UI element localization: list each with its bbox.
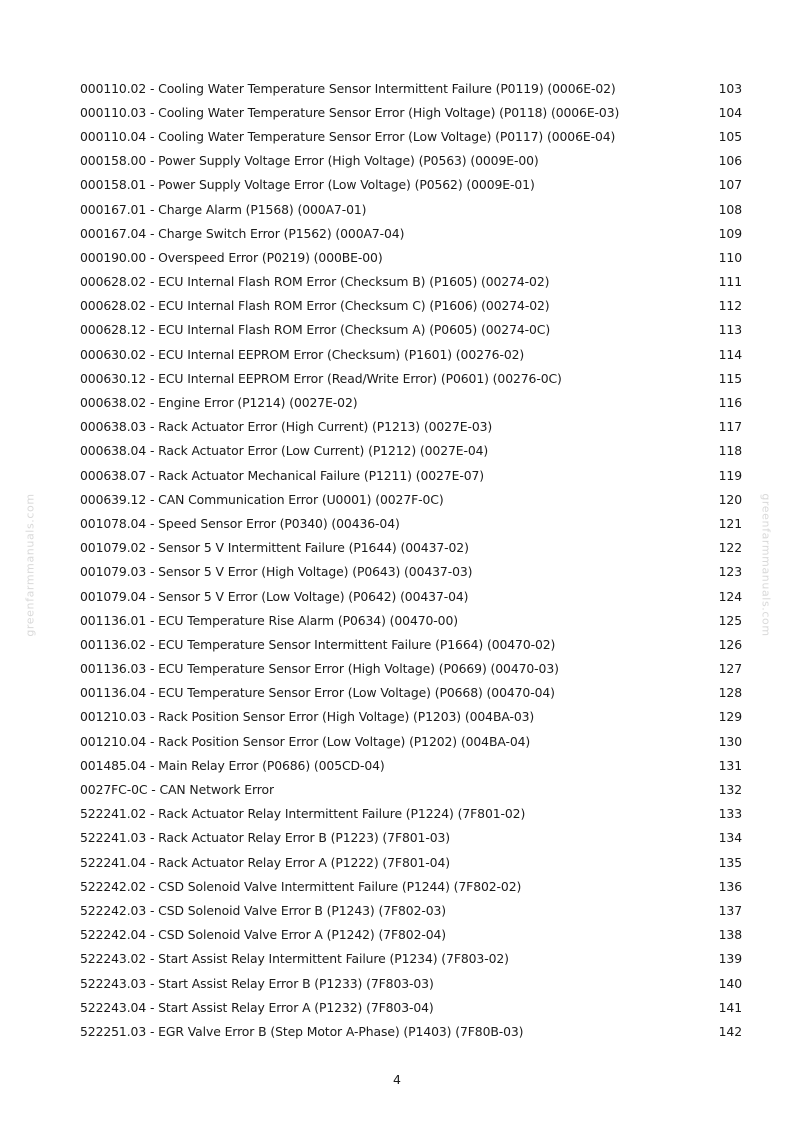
toc-entry[interactable]: [80, 366, 742, 390]
toc-entry-title: 000190.00 - Overspeed Error (P0219) (000BE-00): [80, 249, 383, 265]
toc-entry-title: 000110.04 - Cooling Water Temperature Sensor Error (Low Voltage) (P0117) (0006E-04): [80, 128, 616, 144]
toc-entry-title: 000628.12 - ECU Internal Flash ROM Error (Checksum A) (P0605) (00274-0C): [80, 322, 551, 338]
toc-entry[interactable]: [80, 100, 742, 124]
toc-entry-page-number: 115: [718, 370, 742, 386]
toc-entry-page-number: 123: [718, 564, 742, 580]
table-of-contents: [80, 76, 742, 1044]
toc-entry-page-number: 117: [718, 419, 742, 435]
toc-entry[interactable]: [80, 342, 742, 366]
toc-entry-title: 000158.01 - Power Supply Voltage Error (Low Voltage) (P0562) (0009E-01): [80, 177, 535, 193]
toc-entry-page-number: 121: [718, 515, 742, 531]
toc-entry-title: 000630.12 - ECU Internal EEPROM Error (Read/Write Error) (P0601) (00276-0C): [80, 370, 562, 386]
toc-entry-title: 000638.04 - Rack Actuator Error (Low Current) (P1212) (0027E-04): [80, 443, 489, 459]
toc-entry-page-number: 116: [718, 395, 742, 411]
toc-entry[interactable]: [80, 439, 742, 463]
toc-entry-page-number: 111: [718, 274, 742, 290]
toc-entry-page-number: 105: [718, 128, 742, 144]
toc-entry-page-number: 113: [718, 322, 742, 338]
toc-entry-page-number: 124: [718, 588, 742, 604]
toc-entry-title: 0027FC-0C - CAN Network Error: [80, 782, 274, 798]
toc-entry-title: 000167.04 - Charge Switch Error (P1562) (000A7-04): [80, 225, 405, 241]
toc-entry-page-number: 104: [718, 104, 742, 120]
toc-entry[interactable]: [80, 511, 742, 535]
toc-entry-page-number: 109: [718, 225, 742, 241]
toc-entry[interactable]: [80, 923, 742, 947]
toc-entry-page-number: 131: [718, 757, 742, 773]
toc-entry-page-number: 140: [718, 975, 742, 991]
toc-entry-title: 001078.04 - Speed Sensor Error (P0340) (00436-04): [80, 515, 400, 531]
toc-entry-title: 522242.02 - CSD Solenoid Valve Intermittent Failure (P1244) (7F802-02): [80, 878, 522, 894]
toc-entry[interactable]: [80, 463, 742, 487]
toc-entry-title: 000638.07 - Rack Actuator Mechanical Failure (P1211) (0027E-07): [80, 467, 484, 483]
toc-entry[interactable]: [80, 898, 742, 922]
toc-entry-title: 000628.02 - ECU Internal Flash ROM Error (Checksum B) (P1605) (00274-02): [80, 274, 550, 290]
toc-entry[interactable]: [80, 971, 742, 995]
toc-entry-title: 000167.01 - Charge Alarm (P1568) (000A7-01): [80, 201, 367, 217]
toc-entry-page-number: 136: [718, 878, 742, 894]
toc-entry-title: 000630.02 - ECU Internal EEPROM Error (Checksum) (P1601) (00276-02): [80, 346, 525, 362]
toc-entry[interactable]: [80, 777, 742, 801]
toc-entry[interactable]: [80, 173, 742, 197]
toc-entry-page-number: 133: [718, 806, 742, 822]
toc-entry-page-number: 112: [718, 298, 742, 314]
toc-entry-title: 522242.04 - CSD Solenoid Valve Error A (P1242) (7F802-04): [80, 927, 447, 943]
toc-entry-page-number: 119: [718, 467, 742, 483]
toc-entry-page-number: 107: [718, 177, 742, 193]
toc-entry-page-number: 129: [718, 709, 742, 725]
toc-entry[interactable]: [80, 947, 742, 971]
watermark-left: greenfarmmanuals.com: [23, 493, 37, 637]
toc-entry[interactable]: [80, 753, 742, 777]
toc-entry-title: 522241.03 - Rack Actuator Relay Error B (P1223) (7F801-03): [80, 830, 450, 846]
toc-entry-page-number: 141: [718, 999, 742, 1015]
toc-entry[interactable]: [80, 197, 742, 221]
toc-entry[interactable]: [80, 390, 742, 414]
toc-entry-title: 522243.04 - Start Assist Relay Error A (P1232) (7F803-04): [80, 999, 434, 1015]
toc-entry[interactable]: [80, 608, 742, 632]
toc-entry-title: 000638.03 - Rack Actuator Error (High Current) (P1213) (0027E-03): [80, 419, 493, 435]
toc-entry-title: 000110.02 - Cooling Water Temperature Sensor Intermittent Failure (P0119) (0006E-02): [80, 80, 616, 96]
page-number: 4: [393, 1072, 401, 1087]
toc-entry-title: 001079.02 - Sensor 5 V Intermittent Failure (P1644) (00437-02): [80, 540, 469, 556]
watermark-right: greenfarmmanuals.com: [759, 493, 773, 637]
toc-entry[interactable]: [80, 318, 742, 342]
toc-entry-page-number: 134: [718, 830, 742, 846]
toc-entry-page-number: 132: [718, 782, 742, 798]
toc-entry[interactable]: [80, 76, 742, 100]
toc-entry-title: 001136.01 - ECU Temperature Rise Alarm (P0634) (00470-00): [80, 612, 458, 628]
toc-entry-page-number: 138: [718, 927, 742, 943]
toc-entry-page-number: 139: [718, 951, 742, 967]
toc-entry-page-number: 108: [718, 201, 742, 217]
toc-entry-title: 522243.03 - Start Assist Relay Error B (P1233) (7F803-03): [80, 975, 434, 991]
toc-entry[interactable]: [80, 705, 742, 729]
toc-entry[interactable]: [80, 149, 742, 173]
toc-entry[interactable]: [80, 874, 742, 898]
toc-entry-page-number: 106: [718, 153, 742, 169]
toc-entry[interactable]: [80, 995, 742, 1019]
toc-entry[interactable]: [80, 221, 742, 245]
toc-entry-title: 001210.04 - Rack Position Sensor Error (Low Voltage) (P1202) (004BA-04): [80, 733, 531, 749]
toc-entry-page-number: 128: [718, 685, 742, 701]
toc-entry-title: 000110.03 - Cooling Water Temperature Sensor Error (High Voltage) (P0118) (0006E-03): [80, 104, 620, 120]
toc-entry-page-number: 103: [718, 80, 742, 96]
toc-entry[interactable]: [80, 632, 742, 656]
toc-entry[interactable]: [80, 415, 742, 439]
toc-entry-page-number: 126: [718, 636, 742, 652]
toc-entry-title: 001136.04 - ECU Temperature Sensor Error (Low Voltage) (P0668) (00470-04): [80, 685, 555, 701]
toc-entry[interactable]: [80, 536, 742, 560]
toc-entry-page-number: 127: [718, 661, 742, 677]
toc-entry-page-number: 130: [718, 733, 742, 749]
toc-entry[interactable]: [80, 681, 742, 705]
toc-entry-title: 001485.04 - Main Relay Error (P0686) (005CD-04): [80, 757, 385, 773]
toc-entry-page-number: 122: [718, 540, 742, 556]
toc-entry[interactable]: [80, 826, 742, 850]
toc-entry[interactable]: [80, 584, 742, 608]
toc-entry-title: 000158.00 - Power Supply Voltage Error (High Voltage) (P0563) (0009E-00): [80, 153, 539, 169]
toc-entry-page-number: 135: [718, 854, 742, 870]
toc-entry-title: 001079.03 - Sensor 5 V Error (High Voltage) (P0643) (00437-03): [80, 564, 473, 580]
toc-entry-title: 001136.03 - ECU Temperature Sensor Error (High Voltage) (P0669) (00470-03): [80, 661, 559, 677]
toc-entry-page-number: 118: [718, 443, 742, 459]
toc-entry[interactable]: [80, 294, 742, 318]
toc-entry[interactable]: [80, 245, 742, 269]
toc-entry-page-number: 110: [718, 249, 742, 265]
toc-entry[interactable]: [80, 850, 742, 874]
toc-entry-title: 000639.12 - CAN Communication Error (U0001) (0027F-0C): [80, 491, 444, 507]
toc-entry-title: 001136.02 - ECU Temperature Sensor Intermittent Failure (P1664) (00470-02): [80, 636, 556, 652]
toc-entry[interactable]: [80, 729, 742, 753]
toc-entry-page-number: 142: [718, 1023, 742, 1039]
toc-entry[interactable]: [80, 124, 742, 148]
toc-entry-title: 522241.02 - Rack Actuator Relay Intermittent Failure (P1224) (7F801-02): [80, 806, 526, 822]
toc-entry[interactable]: [80, 802, 742, 826]
toc-entry-title: 001210.03 - Rack Position Sensor Error (High Voltage) (P1203) (004BA-03): [80, 709, 535, 725]
toc-entry[interactable]: [80, 657, 742, 681]
toc-entry[interactable]: [80, 1019, 742, 1043]
toc-entry-title: 522242.03 - CSD Solenoid Valve Error B (P1243) (7F802-03): [80, 902, 447, 918]
toc-entry[interactable]: [80, 487, 742, 511]
toc-entry[interactable]: [80, 560, 742, 584]
toc-entry-page-number: 120: [718, 491, 742, 507]
toc-entry-page-number: 125: [718, 612, 742, 628]
toc-entry[interactable]: [80, 270, 742, 294]
toc-entry-title: 522251.03 - EGR Valve Error B (Step Motor A-Phase) (P1403) (7F80B-03): [80, 1023, 524, 1039]
toc-entry-title: 522243.02 - Start Assist Relay Intermittent Failure (P1234) (7F803-02): [80, 951, 509, 967]
toc-entry-title: 000638.02 - Engine Error (P1214) (0027E-02): [80, 395, 358, 411]
toc-entry-page-number: 137: [718, 902, 742, 918]
toc-entry-title: 000628.02 - ECU Internal Flash ROM Error (Checksum C) (P1606) (00274-02): [80, 298, 550, 314]
toc-entry-page-number: 114: [718, 346, 742, 362]
toc-entry-title: 522241.04 - Rack Actuator Relay Error A (P1222) (7F801-04): [80, 854, 450, 870]
toc-entry-title: 001079.04 - Sensor 5 V Error (Low Voltage) (P0642) (00437-04): [80, 588, 469, 604]
